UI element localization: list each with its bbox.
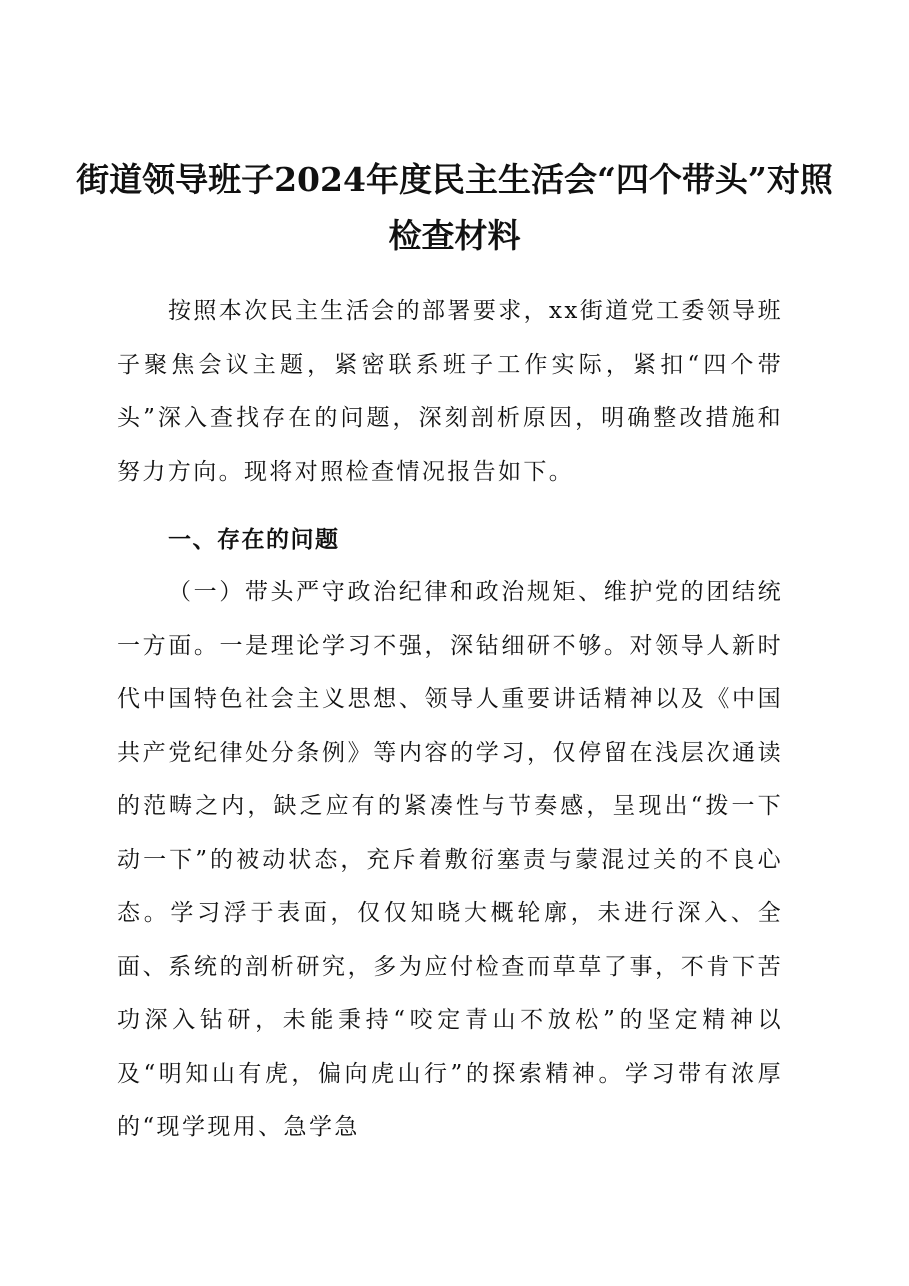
document-title: 街道领导班子2024年度民主生活会“四个带头”对照检查材料 [76, 160, 833, 255]
section-paragraph: （一）带头严守政治纪律和政治规矩、维护党的团结统一方面。一是理论学习不强，深钻细研不够。对领导人新时代中国特色社会主义思想、领导人重要讲话精神以及《中国共产党纪律处分条例》等内容的学习，仅停留在浅层次通读的范畴之内，缺乏应有的紧凑性与节奏感，呈现出“拨一下动一下”的被动状态，充斥着敷衍塞责与蒙混过关的不良心态。学习浮于表面，仅仅知晓大概轮廓，未进行深入、全面、系统的剖析研究，多为应付检查而草草了事，不肯下苦功深入钻研，未能秉持“咬定青山不放松”的坚定精神以及“明知山有虎，偏向虎山行”的探索精神。学习带有浓厚的“现学现用、急学急 [117, 579, 783, 1140]
intro-paragraph: 按照本次民主生活会的部署要求，xx街道党工委领导班子聚焦会议主题，紧密联系班子工作实际，紧扣“四个带头”深入查找存在的问题，深刻剖析原因，明确整改措施和努力方向。现将对照检查情况报告如下。 [117, 298, 783, 485]
section-heading: 一、存在的问题 [168, 527, 340, 553]
